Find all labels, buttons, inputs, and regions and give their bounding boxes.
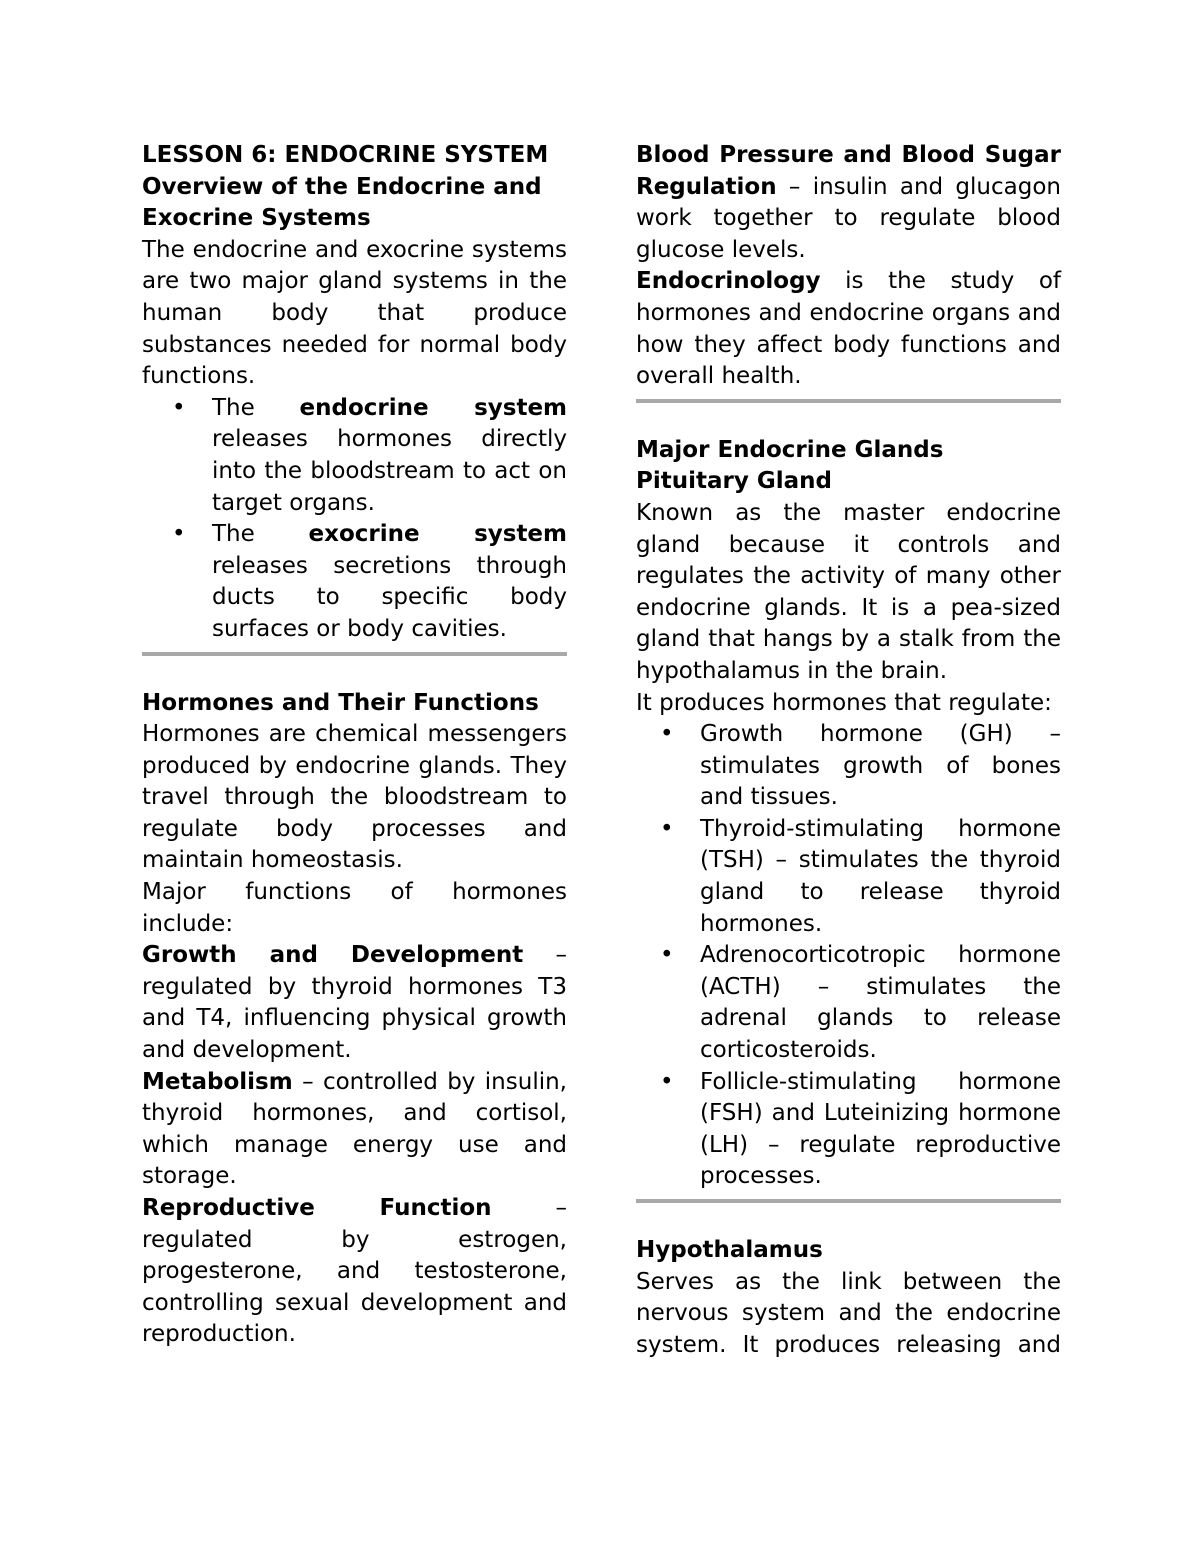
system-bullet-list (142, 393, 567, 646)
hormones-paragraph: Hormones are chemical messengers produced by endocrine glands. They travel through the bloodstream to regulate body processes and maintain homeostasis. (142, 721, 567, 874)
function-growth: Growth and Development – regulated by thyroid hormones T3 and T4, influencing physical growth and development. (142, 942, 567, 1064)
blood-pressure-paragraph: Blood Pressure and Blood Sugar Regulation – insulin and glucagon work together to regulate blood glucose levels. (636, 142, 1061, 263)
left-column (142, 140, 567, 1351)
lesson-title: LESSON 6: ENDOCRINE SYSTEM (142, 142, 549, 168)
pituitary-heading: Pituitary Gland (636, 468, 832, 495)
bullet-term: exocrine system (308, 521, 568, 548)
functions-intro: Major functions of hormones include: (142, 879, 567, 937)
bullet-term: endocrine system (299, 394, 568, 421)
list-item: • Growth hormone (GH) – stimulates growth of bones and tissues. (630, 719, 1061, 814)
glands-heading: Major Endocrine Glands (636, 436, 944, 463)
hormones-heading: Hormones and Their Functions (142, 689, 539, 716)
overview-heading: Overview of the Endocrine and Exocrine Systems (142, 173, 542, 232)
hypothalamus-paragraph: Serves as the link between the nervous system and the endocrine system. It produces releasing and (636, 1268, 1061, 1358)
function-reproductive: Reproductive Function – regulated by estrogen, progesterone, and testosterone, controlling sexual development and reproduction. (142, 1195, 567, 1348)
section-divider (142, 652, 567, 656)
function-metabolism: Metabolism – controlled by insulin, thyroid hormones, and cortisol, which manage energy use and storage. (142, 1068, 567, 1190)
list-item: • The endocrine system releases hormones directly into the bloodstream to act on target organs. (142, 393, 567, 519)
right-column (636, 140, 1061, 1361)
list-item: • Thyroid-stimulating hormone (TSH) – stimulates the thyroid gland to release thyroid hormones. (630, 814, 1061, 940)
list-item: • Adrenocorticotropic hormone (ACTH) – stimulates the adrenal glands to release corticosteroids. (630, 940, 1061, 1066)
overview-paragraph: The endocrine and exocrine systems are two major gland systems in the human body that produce substances needed for normal body functions. (142, 236, 567, 390)
pituitary-paragraph: Known as the master endocrine gland because it controls and regulates the activity of many other endocrine glands. It is a pea-sized gland that hangs by a stalk from the hypothalamus in the brain. (636, 499, 1061, 684)
produces-intro: It produces hormones that regulate: (636, 689, 1052, 716)
list-item: • The exocrine system releases secretions through ducts to specific body surfaces or body cavities. (142, 519, 567, 645)
pituitary-hormone-list (630, 719, 1061, 1193)
hypothalamus-heading: Hypothalamus (636, 1237, 823, 1263)
endocrinology-paragraph: Endocrinology is the study of hormones and endocrine organs and how they affect body functions and overall health. (636, 268, 1061, 390)
section-divider (636, 399, 1061, 403)
list-item: • Follicle-stimulating hormone (FSH) and Luteinizing hormone (LH) – regulate reproductive processes. (630, 1067, 1061, 1193)
section-divider (636, 1199, 1061, 1203)
